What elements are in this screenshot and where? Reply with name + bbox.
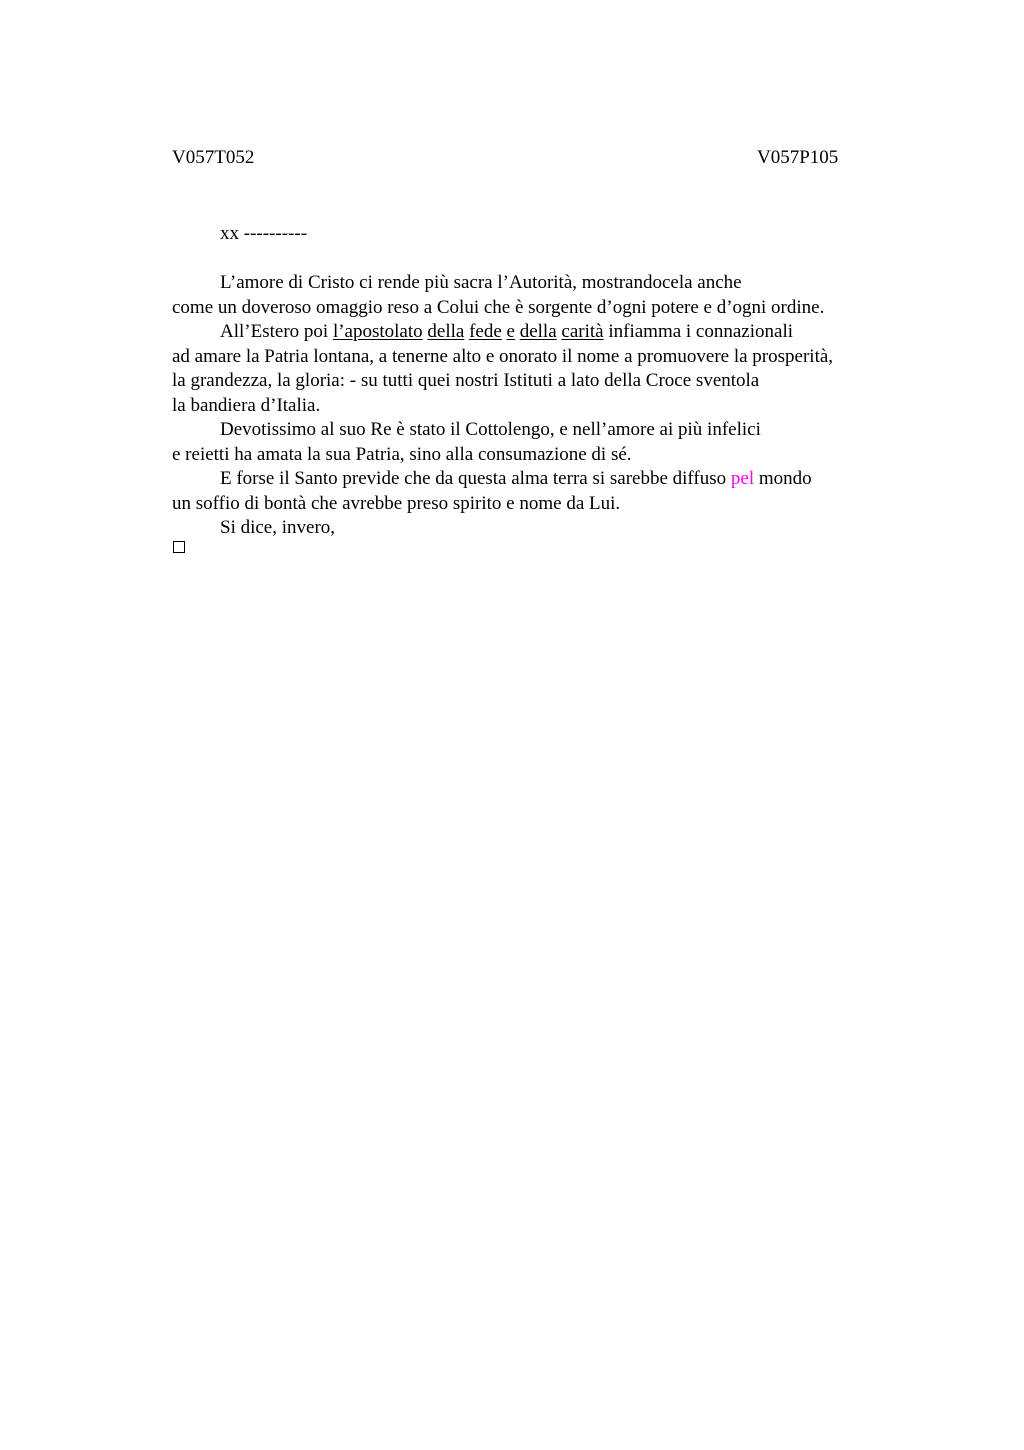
document-code-right: V057P105 [757, 147, 839, 168]
text-segment: infiamma i connazionali [603, 321, 793, 342]
text-segment: E forse il Santo previde che da questa alma terra si sarebbe diffuso [220, 468, 731, 489]
underlined-word: fede [469, 321, 502, 342]
text-line: la grandezza, la gloria: - su tutti quei nostri Istituti a lato della Croce sventola [172, 370, 760, 391]
underlined-word: della [519, 321, 557, 342]
underlined-word: l’apostolato [332, 321, 423, 342]
text-line-highlighted [172, 467, 932, 492]
document-code-left: V057T052 [172, 147, 255, 168]
underlined-word: carità [561, 321, 604, 342]
text-line: come un doveroso omaggio reso a Colui che è sorgente d’ogni potere e d’ogni ordine. [172, 296, 825, 318]
underlined-word: della [427, 321, 465, 342]
text-line: e reietti ha amata la sua Patria, sino alla consumazione di sé. [172, 443, 632, 465]
text-line: Si dice, invero, [220, 517, 336, 538]
text-segment: All’Estero poi [220, 321, 333, 342]
text-line: la bandiera d’Italia. [172, 394, 321, 416]
text-line: ad amare la Patria lontana, a tenerne alto e onorato il nome a promuovere la prosperità, [172, 345, 834, 367]
text-segment: mondo [754, 468, 812, 489]
highlighted-word: pel [730, 468, 755, 489]
text-line-underlined [172, 320, 932, 345]
empty-square-icon [173, 541, 185, 553]
blank-line [172, 247, 932, 272]
document-body [172, 222, 932, 541]
text-line: Devotissimo al suo Re è stato il Cottolengo, e nell’amore ai più infelici [220, 419, 761, 440]
text-line: un soffio di bontà che avrebbe preso spirito e nome da Lui. [172, 492, 621, 514]
section-marker: xx ---------- [220, 223, 308, 244]
underlined-word: e [506, 321, 515, 342]
text-line: L’amore di Cristo ci rende più sacra l’Autorità, mostrandocela anche [220, 272, 742, 293]
